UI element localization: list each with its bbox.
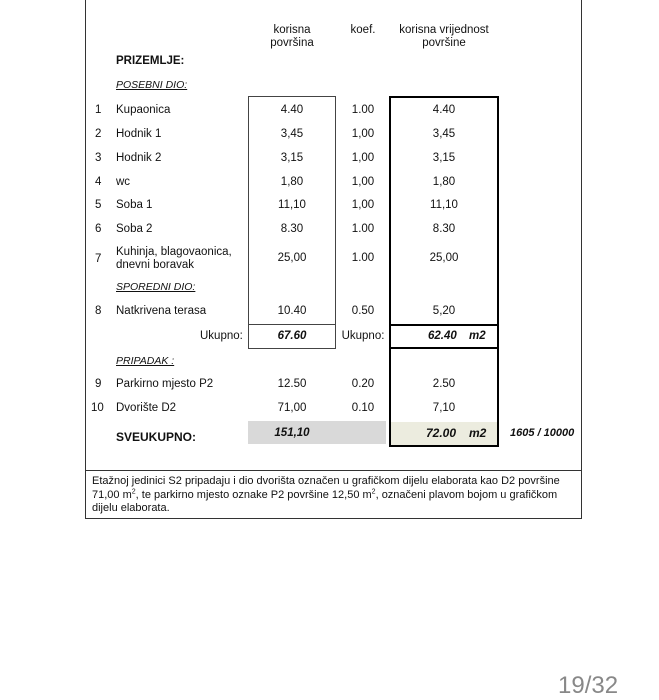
row-number: 2 <box>95 128 102 140</box>
note-part: , označeni plavom bojom u grafičkom dijelu elaborata. <box>92 488 558 514</box>
row-number: 6 <box>95 223 102 235</box>
room-name: Hodnik 1 <box>116 128 162 140</box>
room-value: 11,10 <box>430 199 458 211</box>
room-koef: 1.00 <box>351 252 375 264</box>
note-part: Etažnoj jedinici S2 pripadaju i dio dvorišta označen u grafičkom dijelu elaborata kao D2 površine 71,00 m <box>92 475 560 501</box>
value-column-divider <box>389 324 499 326</box>
room-name-line1: Kuhinja, blagovaonica, <box>116 246 232 258</box>
row-number: 1 <box>95 104 102 116</box>
section-sporedni-dio: SPOREDNI DIO: <box>116 281 196 293</box>
room-name: Hodnik 2 <box>116 152 162 164</box>
row-number: 8 <box>95 305 102 317</box>
room-koef: 1,00 <box>351 199 375 211</box>
room-area: 3,15 <box>280 152 304 164</box>
sveukupno-label: SVEUKUPNO: <box>116 430 197 444</box>
room-value: 25,00 <box>429 252 459 264</box>
note-text <box>92 475 578 516</box>
room-name: Kupaonica <box>116 104 171 116</box>
header-korisna-vrijednost <box>392 24 496 50</box>
note-superscript: 2 <box>131 487 136 495</box>
sveukupno-area: 151,10 <box>274 427 310 439</box>
room-name: wc <box>116 176 131 188</box>
room-area: 11,10 <box>278 199 306 211</box>
room-value: 1,80 <box>432 176 456 188</box>
ukupno-unit: m2 <box>469 330 486 342</box>
note-part: , te parkirno mjesto oznake P2 površine 12,50 m <box>135 488 372 501</box>
ukupno-area: 67.60 <box>277 330 307 342</box>
room-name: Dvorište D2 <box>116 402 177 414</box>
room-koef: 1.00 <box>351 104 375 116</box>
header-koef: koef. <box>350 24 376 36</box>
section-prizemlje: PRIZEMLJE: <box>116 55 185 67</box>
ukupno-label: Ukupno: <box>200 330 243 342</box>
frame-bottom-border <box>85 518 582 519</box>
frame-left-border <box>85 0 86 519</box>
room-name: Natkrivena terasa <box>116 305 207 317</box>
row-number: 5 <box>95 199 102 211</box>
room-name: Soba 1 <box>116 199 153 211</box>
room-name: Parkirno mjesto P2 <box>116 378 214 390</box>
room-value: 7,10 <box>432 402 456 414</box>
room-area: 25,00 <box>277 252 307 264</box>
room-koef: 1,00 <box>351 152 375 164</box>
ownership-share: 1605 / 10000 <box>510 427 575 439</box>
sveukupno-value: 72.00 <box>426 426 457 440</box>
room-koef: 0.50 <box>351 305 375 317</box>
header-line: površine <box>422 37 466 49</box>
room-value: 8.30 <box>432 223 456 235</box>
room-value: 3,45 <box>432 128 456 140</box>
room-area: 4.40 <box>280 104 304 116</box>
note-superscript: 2 <box>371 487 376 495</box>
frame-divider <box>85 470 582 471</box>
room-area: 8.30 <box>280 223 304 235</box>
room-value: 4.40 <box>432 104 456 116</box>
header-korisna-povrsina <box>254 24 330 50</box>
room-area: 1,80 <box>280 176 304 188</box>
row-number: 3 <box>95 152 102 164</box>
header-line: površina <box>270 37 314 49</box>
room-koef: 1,00 <box>351 128 375 140</box>
header-line: korisna <box>273 24 311 36</box>
section-pripadak: PRIPADAK : <box>116 355 175 367</box>
section-posebni-dio: POSEBNI DIO: <box>116 79 188 91</box>
area-column-divider <box>248 324 336 325</box>
room-area: 3,45 <box>280 128 304 140</box>
room-area: 12.50 <box>277 378 307 390</box>
room-area: 10.40 <box>277 305 307 317</box>
row-number: 4 <box>95 176 102 188</box>
ukupno-value: 62.40 <box>428 330 457 342</box>
room-name: Soba 2 <box>116 223 153 235</box>
room-area: 71,00 <box>277 402 307 414</box>
room-value: 2.50 <box>432 378 456 390</box>
row-number: 9 <box>95 378 102 390</box>
row-number: 10 <box>91 402 104 414</box>
header-line: korisna vrijednost <box>399 24 489 36</box>
room-koef: 0.20 <box>351 378 375 390</box>
room-name-line2: dnevni boravak <box>116 259 194 271</box>
room-koef: 0.10 <box>351 402 375 414</box>
ukupno-label-2: Ukupno: <box>341 330 385 342</box>
room-koef: 1,00 <box>351 176 375 188</box>
sveukupno-unit: m2 <box>469 426 487 440</box>
room-koef: 1.00 <box>351 223 375 235</box>
room-value: 5,20 <box>432 305 456 317</box>
room-value: 3,15 <box>432 152 456 164</box>
frame-right-border <box>581 0 582 519</box>
row-number: 7 <box>95 253 102 265</box>
page-number: 19/32 <box>558 672 619 699</box>
